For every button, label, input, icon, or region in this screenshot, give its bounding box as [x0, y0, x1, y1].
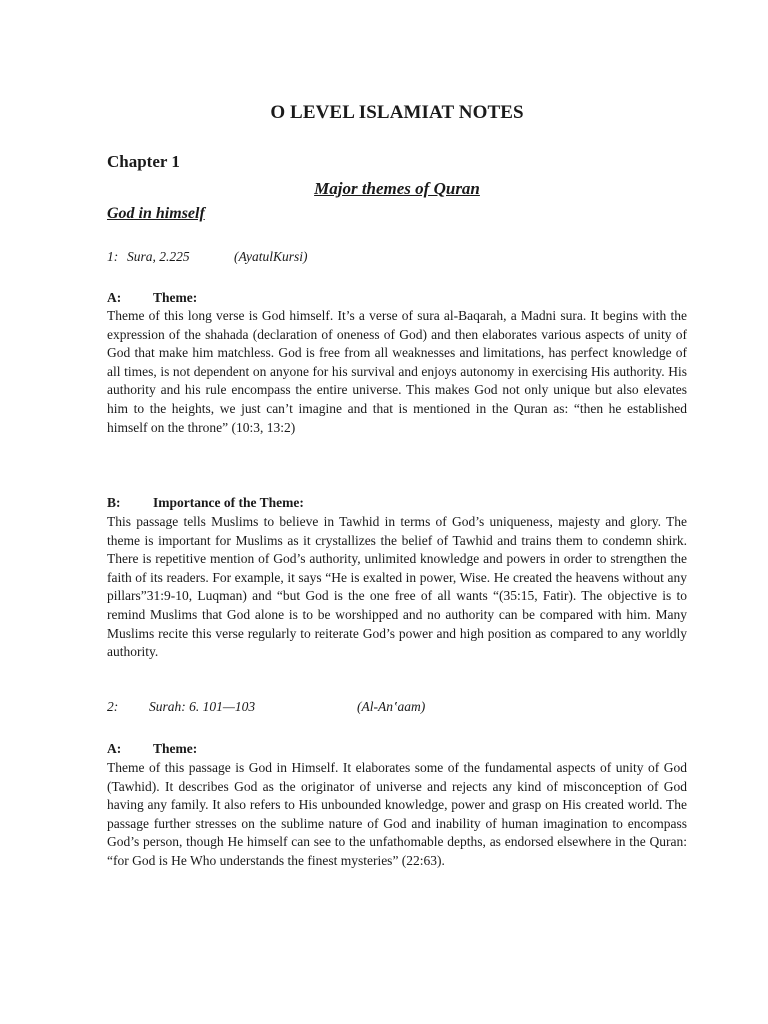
section-heading-importance	[107, 495, 304, 511]
reference-sura: Sura, 2.225	[127, 249, 190, 264]
section-title: Importance of the Theme:	[153, 495, 304, 510]
theme-paragraph: Theme of this long verse is God himself. It’s a verse of sura al-Baqarah, a Madni sura. It begins with the expression of the shahada (declaration of oneness of God) and then elaborates various aspects of unity of God that make him matchless. God is free from all weaknesses and limitations, has perfect knowledge of all times, is not dependent on anyone for his survival and enjoys autonomy in exercising His authority. His authority and his rule encompass the entire universe. This makes God not only unique but also elevates him to the heights, we just can’t imagine and that is mentioned in the Quran as: “then he established himself on the throne” (10:3, 13:2)	[107, 308, 687, 435]
section-letter: B:	[107, 495, 121, 510]
reference-name: (AyatulKursi)	[234, 249, 308, 264]
section-reference-2	[107, 699, 425, 715]
section-title: Theme:	[153, 290, 198, 305]
topic-heading: God in himself	[107, 205, 205, 222]
chapter-subtitle: Major themes of Quran	[314, 179, 480, 198]
section-letter: A:	[107, 290, 122, 305]
importance-paragraph: This passage tells Muslims to believe in Tawhid in terms of God’s uniqueness, majesty and glory. The theme is important for Muslims as it crystallizes the belief of Tawhid and trains them to condemn shirk. There is repetitive mention of God’s authority, unlimited knowledge and powers in order to strengthen the faith of its readers. For example, it says “He is exalted in power, Wise. He created the heavens without any pillars”31:9-10, Luqman) and “but God is the one free of all wants “(35:15, Fatir). The objective is to remind Muslims that God alone is to be worshipped and no authority can be compared with him. Many Muslims recite this verse regularly to reiterate God’s power and high position as compared to any worldly authority.	[107, 514, 687, 660]
chapter-heading: Chapter 1	[107, 152, 180, 171]
section-heading-theme	[107, 290, 197, 306]
reference-name: (Al-An‛aam)	[357, 699, 426, 714]
reference-number: 2:	[107, 699, 119, 714]
reference-number: 1:	[107, 249, 119, 264]
theme-paragraph: Theme of this passage is God in Himself. It elaborates some of the fundamental aspects of unity of God (Tawhid). It describes God as the originator of universe and rejects any kind of misconception of God having any family. It also refers to His unbounded knowledge, power and grasp on His created world. The passage further stresses on the sublime nature of God and inability of human imagination to encompass God’s person, though He himself can see to the unfathomable depths, as endorsed elsewhere in the Quran: “for God is He Who understands the finest mysteries” (22:63).	[107, 760, 687, 868]
section-title: Theme:	[153, 741, 198, 756]
section-reference-1	[107, 249, 308, 265]
section-letter: A:	[107, 741, 122, 756]
document-title: O LEVEL ISLAMIAT NOTES	[270, 102, 524, 123]
reference-sura: Surah: 6. 101—103	[149, 699, 256, 714]
section-heading-theme	[107, 741, 197, 757]
